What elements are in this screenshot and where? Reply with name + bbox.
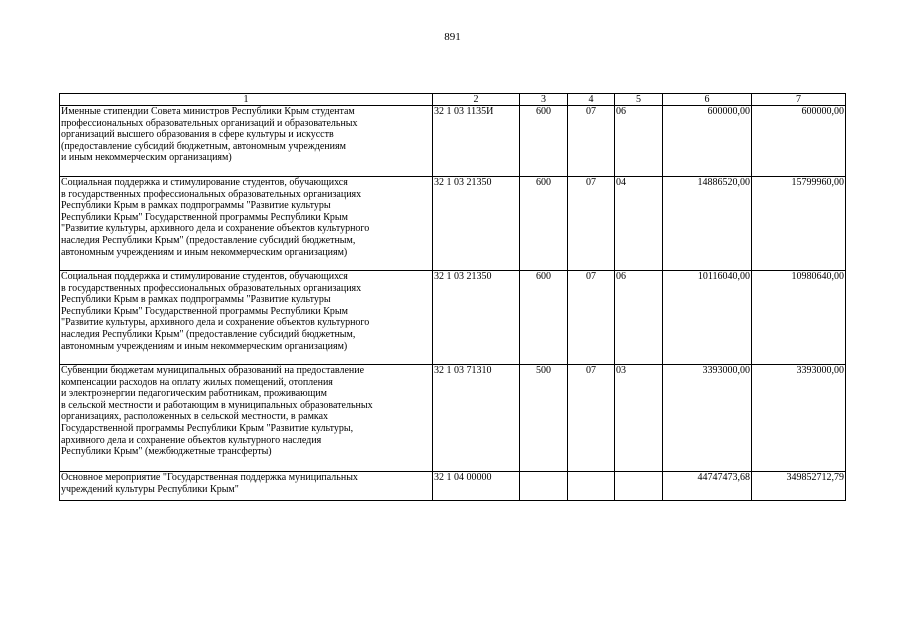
row-code: 32 1 03 1135И	[433, 106, 520, 177]
table-row	[60, 177, 846, 271]
row-col4	[568, 472, 615, 501]
row-col3	[520, 472, 568, 501]
row-col5: 04	[615, 177, 663, 271]
row-amount-7: 600000,00	[752, 106, 846, 177]
row-amount-6: 3393000,00	[663, 365, 752, 472]
row-amount-7: 3393000,00	[752, 365, 846, 472]
row-description: Социальная поддержка и стимулирование студентов, обучающихся в государственных профессиональных образовательных организациях Республики Крым в рамках подпрограммы "Развитие культуры Республики Крым" Государственной программы Республики Крым "Развитие культуры, архивного дела и сохранение объектов культурного наследия Республики Крым" (предоставление субсидий бюджетным, автономным учреждениям и иным некоммерческим организациям)	[60, 177, 433, 271]
row-col3: 600	[520, 177, 568, 271]
column-header-4: 4	[568, 94, 615, 106]
row-amount-7: 349852712,79	[752, 472, 846, 501]
row-col5: 06	[615, 271, 663, 365]
row-description: Социальная поддержка и стимулирование студентов, обучающихся в государственных профессиональных образовательных организациях Республики Крым в рамках подпрограммы "Развитие культуры Республики Крым" Государственной программы Республики Крым "Развитие культуры, архивного дела и сохранение объектов культурного наследия Республики Крым" (предоставление субсидий бюджетным, автономным учреждениям и иным некоммерческим организациям)	[60, 271, 433, 365]
row-amount-6: 14886520,00	[663, 177, 752, 271]
row-code: 32 1 04 00000	[433, 472, 520, 501]
table-row	[60, 365, 846, 472]
row-description: Субвенции бюджетам муниципальных образований на предоставление компенсации расходов на оплату жилых помещений, отопления и электроэнергии педагогическим работникам, проживающим в сельской местности и работающим в муниципальных образовательных организациях, расположенных в сельской местности, в рамках Государственной программы Республики Крым "Развитие культуры, архивного дела и сохранение объектов культурного наследия Республики Крым" (межбюджетные трансферты)	[60, 365, 433, 472]
row-col3: 600	[520, 271, 568, 365]
table-row	[60, 472, 846, 501]
table-row	[60, 271, 846, 365]
row-col3: 500	[520, 365, 568, 472]
column-header-7: 7	[752, 94, 846, 106]
row-col4: 07	[568, 106, 615, 177]
column-header-3: 3	[520, 94, 568, 106]
column-header-5: 5	[615, 94, 663, 106]
row-amount-6: 44747473,68	[663, 472, 752, 501]
column-header-2: 2	[433, 94, 520, 106]
row-col5: 03	[615, 365, 663, 472]
row-amount-6: 600000,00	[663, 106, 752, 177]
row-description: Основное мероприятие "Государственная поддержка муниципальных учреждений культуры Республики Крым"	[60, 472, 433, 501]
row-col4: 07	[568, 365, 615, 472]
row-col3: 600	[520, 106, 568, 177]
header-row	[60, 94, 846, 106]
row-col4: 07	[568, 177, 615, 271]
row-col5: 06	[615, 106, 663, 177]
row-code: 32 1 03 21350	[433, 177, 520, 271]
row-col4: 07	[568, 271, 615, 365]
budget-table	[59, 93, 846, 501]
row-amount-7: 15799960,00	[752, 177, 846, 271]
row-code: 32 1 03 71310	[433, 365, 520, 472]
row-description: Именные стипендии Совета министров Республики Крым студентам профессиональных образовательных организаций и образовательных организаций высшего образования в сфере культуры и искусств (предоставление субсидий бюджетным, автономным учреждениям и иным некоммерческим организациям)	[60, 106, 433, 177]
column-header-1: 1	[60, 94, 433, 106]
column-header-6: 6	[663, 94, 752, 106]
page-number: 891	[444, 31, 461, 43]
row-col5	[615, 472, 663, 501]
table-row	[60, 106, 846, 177]
row-amount-7: 10980640,00	[752, 271, 846, 365]
row-amount-6: 10116040,00	[663, 271, 752, 365]
row-code: 32 1 03 21350	[433, 271, 520, 365]
